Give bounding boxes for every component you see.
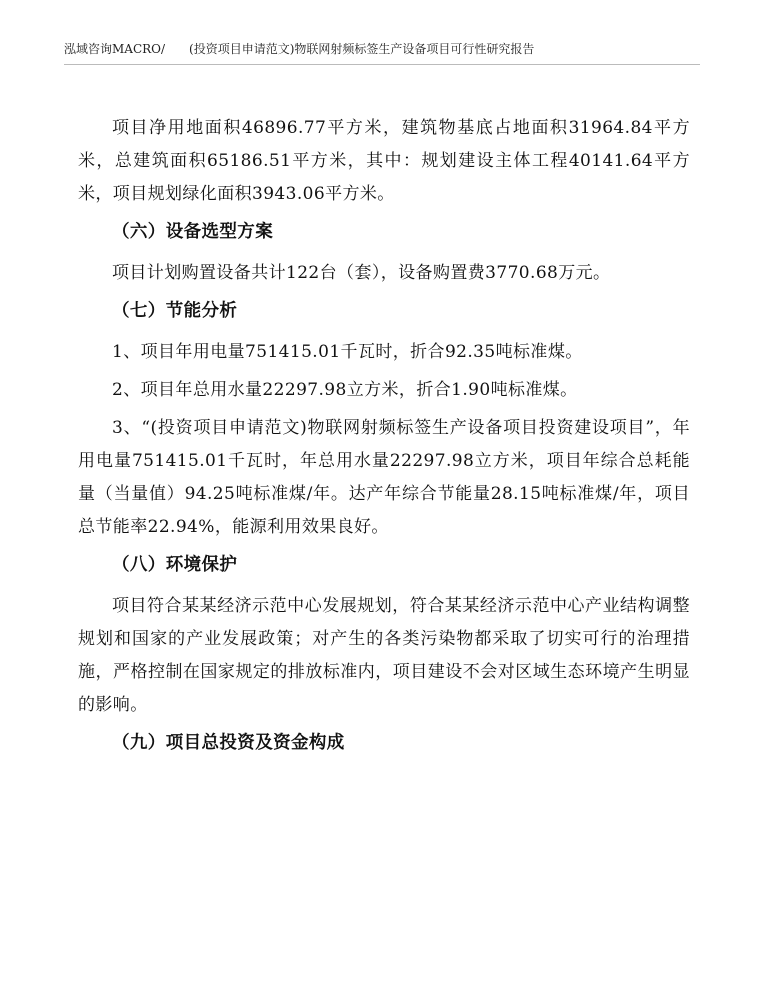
investment-heading: （九）项目总投资及资金构成 [112,733,345,753]
environment-heading: （八）环境保护 [112,555,238,575]
header-divider [64,64,700,65]
energy-item-water: 2、项目年总用水量22297.98立方米，折合1.90吨标准煤。 [112,380,578,400]
energy-heading: （七）节能分析 [112,301,238,321]
environment-paragraph: 项目符合某某经济示范中心发展规划，符合某某经济示范中心产业结构调整规划和国家的产业发展政策；对产生的各类污染物都采取了切实可行的治理措施，严格控制在国家规定的排放标准内，项目建设不会对区域生态环境产生明显的影响。 [78,596,690,715]
energy-item-summary: 3、“(投资项目申请范文)物联网射频标签生产设备项目投资建设项目”，年用电量751415.01千瓦时，年总用水量22297.98立方米，项目年综合总耗能量（当量值）94.25吨标准煤/年。达产年综合节能量28.15吨标准煤/年，项目总节能率22.94%，能源利用效果良好。 [78,418,690,537]
document-body [78,112,690,768]
equipment-paragraph: 项目计划购置设备共计122台（套），设备购置费3770.68万元。 [112,263,611,283]
land-area-paragraph: 项目净用地面积46896.77平方米，建筑物基底占地面积31964.84平方米，总建筑面积65186.51平方米，其中：规划建设主体工程40141.64平方米，项目规划绿化面积3943.06平方米。 [78,118,690,204]
page-header: 泓域咨询MACRO/ (投资项目申请范文)物联网射频标签生产设备项目可行性研究报告 [64,42,535,56]
energy-item-electricity: 1、项目年用电量751415.01千瓦时，折合92.35吨标准煤。 [112,342,583,362]
equipment-heading: （六）设备选型方案 [112,222,274,242]
